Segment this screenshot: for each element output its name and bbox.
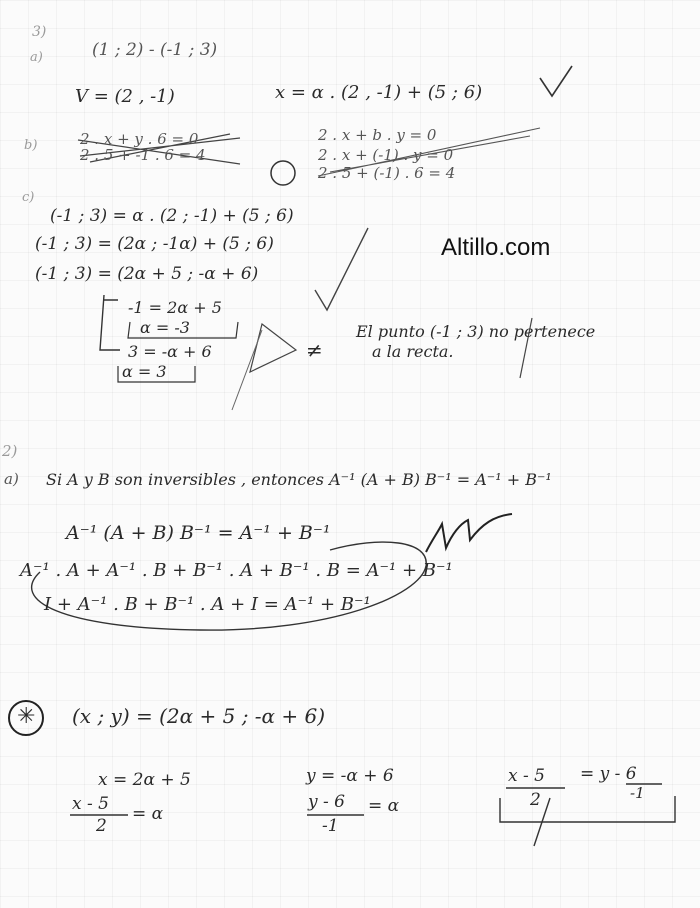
col2-line-1: y = -α + 6 <box>306 766 394 786</box>
case-1-result: α = -3 <box>140 318 190 337</box>
col2-equals: = α <box>368 796 400 816</box>
box-result <box>500 796 675 822</box>
right-line-1: 2 . x + b . y = 0 <box>318 126 437 144</box>
col3-numerator: x - 5 <box>508 766 545 786</box>
conclusion-line-1: El punto (-1 ; 3) no pertenece <box>356 322 596 341</box>
col2-denominator: -1 <box>322 816 339 836</box>
problem-number-2: 2) <box>2 442 18 460</box>
conclusion-line-2: a la recta. <box>372 342 454 361</box>
case-bracket <box>100 295 120 350</box>
case-1-equation: -1 = 2α + 5 <box>128 298 222 317</box>
case-2-equation: 3 = -α + 6 <box>128 342 212 361</box>
col3-denominator-right: -1 <box>630 784 645 802</box>
c-line-2: (-1 ; 3) = (2α ; -1α) + (5 ; 6) <box>35 234 274 254</box>
points-text: (1 ; 2) - (-1 ; 3) <box>92 40 218 60</box>
check-mark-3a <box>540 66 572 96</box>
c-line-3: (-1 ; 3) = (2α + 5 ; -α + 6) <box>35 264 259 284</box>
star-icon: ✳ <box>17 704 36 729</box>
col1-numerator: x - 5 <box>72 794 109 814</box>
line-equation: x = α . (2 , -1) + (5 ; 6) <box>275 82 483 103</box>
work-line-2: A⁻¹ . A + A⁻¹ . B + B⁻¹ . A + B⁻¹ . B = A⁻¹ + B⁻¹ <box>20 560 453 581</box>
crossed-line-2: 2 . 5 + -1 . 6 = 4 <box>80 146 206 164</box>
arrow-down-mark <box>232 330 262 410</box>
item-label-c: c) <box>22 190 35 205</box>
check-mark-3c <box>315 228 368 310</box>
watermark-text: Altillo.com <box>441 234 551 261</box>
item-label-a: a) <box>30 50 43 65</box>
col2-numerator: y - 6 <box>308 792 345 812</box>
not-equal-sign: ≠ <box>306 338 323 362</box>
c-line-1: (-1 ; 3) = α . (2 ; -1) + (5 ; 6) <box>50 206 294 226</box>
no-scribble <box>426 514 512 552</box>
col3-equals: = y - 6 <box>580 764 637 784</box>
vector-text: V = (2 , -1) <box>75 86 175 107</box>
crossed-line-1: 2 . x + y . 6 = 0 <box>80 130 199 148</box>
loop-around-work <box>32 542 427 630</box>
right-line-2: 2 . x + (-1) . y = 0 <box>318 146 454 164</box>
work-line-1: A⁻¹ (A + B) B⁻¹ = A⁻¹ + B⁻¹ <box>66 522 331 544</box>
triangle-mark <box>250 324 296 372</box>
work-line-3: I + A⁻¹ . B + B⁻¹ . A + I = A⁻¹ + B⁻¹ <box>44 594 371 615</box>
item-label-2a: a) <box>4 470 19 488</box>
star-circle-b <box>271 161 295 185</box>
case-2-result: α = 3 <box>122 362 167 381</box>
problem-number-3: 3) <box>32 24 47 40</box>
right-line-3: 2 . 5 + (-1) . 6 = 4 <box>318 164 456 182</box>
col3-denominator: 2 <box>530 790 541 810</box>
statement-text: Si A y B son inversibles , entonces A⁻¹ (A + B) B⁻¹ = A⁻¹ + B⁻¹ <box>46 470 552 489</box>
item-label-b: b) <box>24 138 38 153</box>
col1-denominator: 2 <box>96 816 107 836</box>
col1-line-1: x = 2α + 5 <box>98 770 191 790</box>
col1-equals: = α <box>132 804 164 824</box>
parametric-equation: (x ; y) = (2α + 5 ; -α + 6) <box>72 704 326 728</box>
